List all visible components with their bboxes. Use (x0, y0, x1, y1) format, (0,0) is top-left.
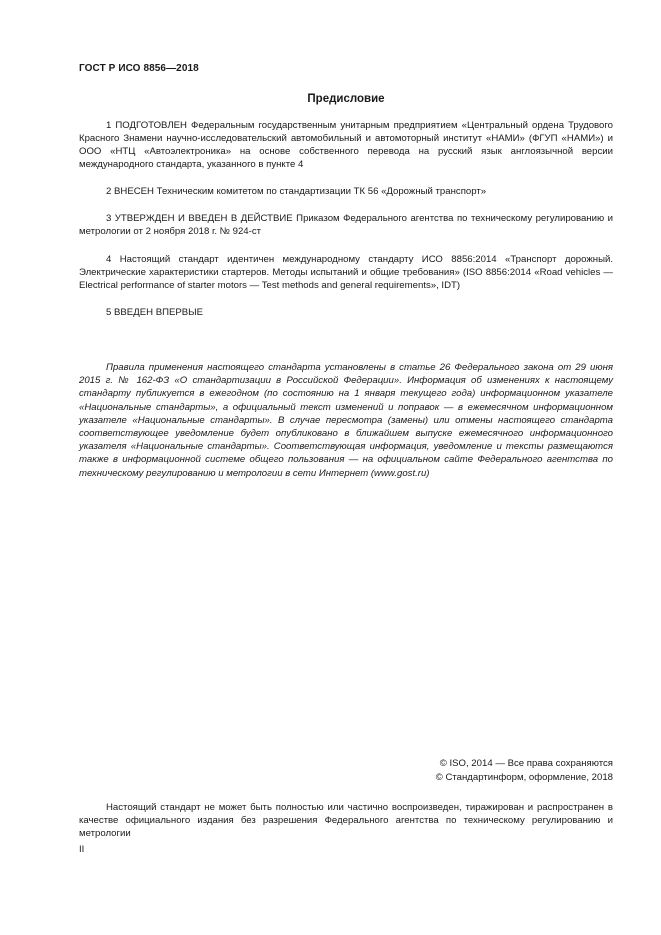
paragraph-prepared: 1 ПОДГОТОВЛЕН Федеральным государственным унитарным предприятием «Центральный ордена Трудового Красного Знамени научно-исследовательский автомобильный и автомоторный институт «НАМИ» (ФГУП «НАМИ») и ООО «НТЦ «Автоэлектроника» на основе собственного перевода на русский язык англоязычной версии международного стандарта, указанного в пункте 4 (79, 120, 613, 170)
application-rules-notice: Правила применения настоящего стандарта установлены в статье 26 Федерального закона от 29 июня 2015 г. № 162-ФЗ «О стандартизации в Российской Федерации». Информация об изменениях к настоящему стандарту публикуется в ежегодном (по состоянию на 1 января текущего года) информационном указателе «Национальные стандарты», а официальный текст изменений и поправок — в ежемесячном информационном указателе «Национальные стандарты». В случае пересмотра (замены) или отмены настоящего стандарта соответствующее уведомление будет опубликовано в ближайшем выпуске ежемесячного информационного указателя «Национальные стандарты». Соответствующая информация, уведомление и тексты размещаются также в информационной системе общего пользования — на официальном сайте Федерального агентства по техническому регулированию и метрологии в сети Интернет (www.gost.ru) (79, 362, 613, 479)
copyright-standartinform: © Стандартинформ, оформление, 2018 (435, 771, 613, 783)
copyright-iso: © ISO, 2014 — Все права сохраняются (439, 758, 613, 769)
paragraph-first-introduced: 5 ВВЕДЕН ВПЕРВЫЕ (106, 307, 204, 318)
section-title: Предисловие (307, 93, 385, 105)
document-code: ГОСТ Р ИСО 8856—2018 (79, 63, 199, 74)
page-number: II (79, 844, 85, 855)
copyright-block (436, 757, 613, 784)
reprint-notice: Настоящий стандарт не может быть полностью или частично воспроизведен, тиражирован и распространен в качестве официального издания без разрешения Федерального агентства по техническому регулированию и метрологии (79, 802, 613, 839)
paragraph-submitted: 2 ВНЕСЕН Техническим комитетом по стандартизации ТК 56 «Дорожный транспорт» (106, 186, 487, 197)
paragraph-approved: 3 УТВЕРЖДЕН И ВВЕДЕН В ДЕЙСТВИЕ Приказом Федерального агентства по техническому регулированию и метрологии от 2 ноября 2018 г. № 924-ст (79, 213, 613, 237)
paragraph-identical: 4 Настоящий стандарт идентичен международному стандарту ИСО 8856:2014 «Транспорт дорожный. Электрические характеристики стартеров. Методы испытаний и общие требования» (ISO 8856:2014 «Road vehicles — Electrical performance of starter motors — Test methods and general requirements», IDT) (79, 254, 613, 291)
